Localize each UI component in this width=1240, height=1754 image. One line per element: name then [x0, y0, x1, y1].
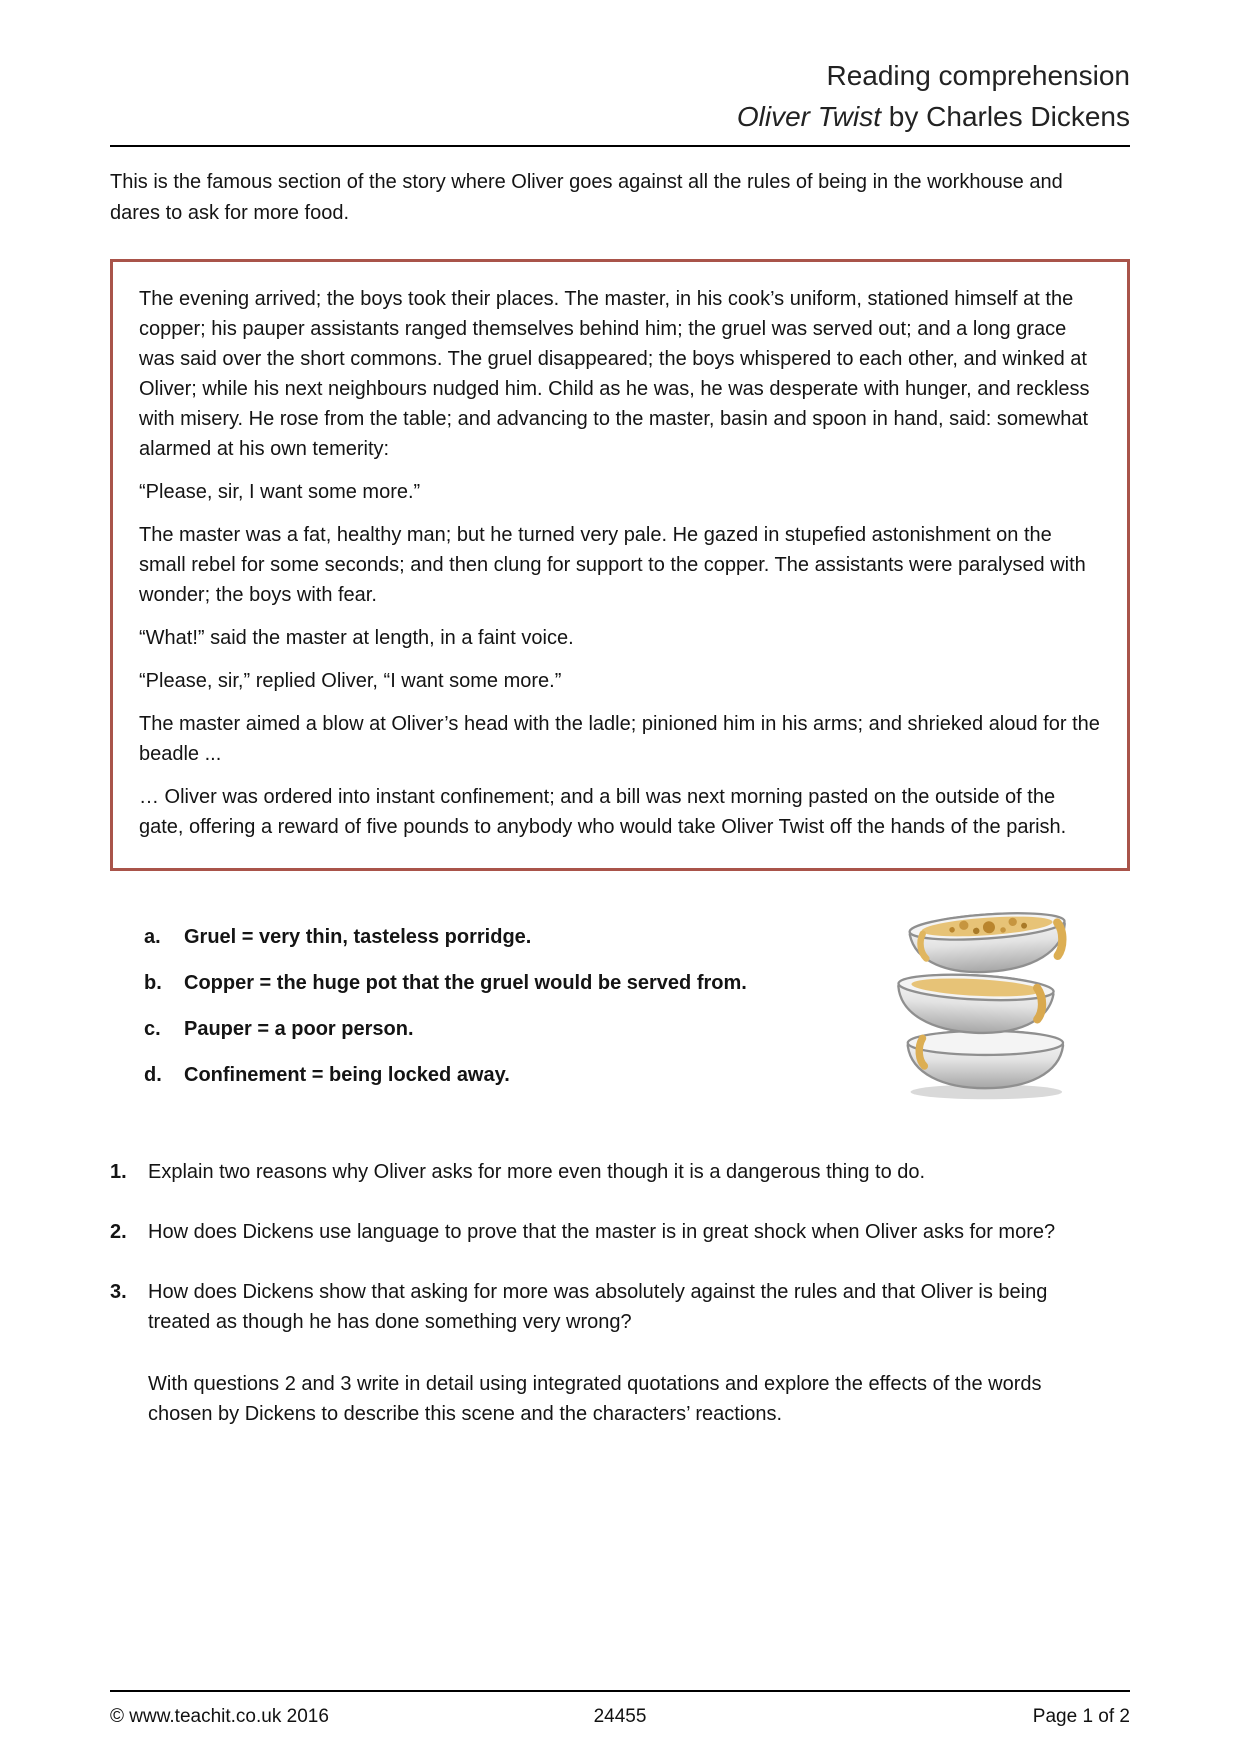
subtitle-author: by Charles Dickens [881, 100, 1130, 132]
glossary-item [144, 1061, 880, 1090]
footer-document-id: 24455 [593, 1706, 647, 1727]
extract-paragraph: The master aimed a blow at Oliver’s head with the ladle; pinioned him in his arms; and shrieked aloud for the beadle ... [139, 713, 1100, 766]
header [110, 56, 1130, 137]
question-number: 3. [110, 1281, 127, 1304]
question-row [110, 1217, 1130, 1247]
glossary-list [110, 913, 880, 1107]
extract-paragraph: “What!” said the master at length, in a faint voice. [139, 627, 574, 650]
glossary-item-label: d. [144, 1064, 162, 1087]
question-number: 1. [110, 1161, 127, 1184]
glossary-item-label: a. [144, 926, 161, 949]
header-divider [110, 145, 1130, 147]
extract-paragraph: “Please, sir, I want some more.” [139, 481, 421, 504]
glossary-item [144, 1015, 880, 1044]
glossary-item-label: c. [144, 1018, 161, 1041]
glossary-item-text: Confinement = being locked away. [184, 1064, 510, 1087]
glossary-section [110, 913, 1130, 1109]
instruction-note: With questions 2 and 3 write in detail using integrated quotations and explore the effects of the words chosen by Dickens to describe this scene and the characters’ reactions. [148, 1373, 1042, 1426]
porridge-bowls-illustration [880, 907, 1088, 1109]
footer-page-number: Page 1 of 2 [1032, 1706, 1130, 1727]
glossary-item [144, 969, 880, 998]
glossary-item-label: b. [144, 972, 162, 995]
question-text: How does Dickens show that asking for more was absolutely against the rules and that Oliver is being treated as though he has done something very wrong? [148, 1281, 1048, 1334]
glossary-item-text: Gruel = very thin, tasteless porridge. [184, 926, 532, 949]
glossary-item-text: Copper = the huge pot that the gruel would be served from. [184, 972, 747, 995]
extract-box [110, 259, 1130, 871]
book-title: Oliver Twist [736, 100, 882, 132]
intro-text: This is the famous section of the story where Oliver goes against all the rules of being in the workhouse and dares to ask for more food. [110, 171, 1063, 225]
extract-paragraph: The master was a fat, healthy man; but he turned very pale. He gazed in stupefied astonishment on the small rebel for some seconds; and then clung for support to the copper. The assistants were paralysed with wonder; the boys with fear. [139, 524, 1086, 607]
extract-paragraph: The evening arrived; the boys took their places. The master, in his cook’s uniform, stationed himself at the copper; his pauper assistants ranged themselves behind him; the gruel was served out; and a long grace was said over the short commons. The gruel disappeared; the boys whispered to each other, and winked at Oliver; while his next neighbours nudged him. Child as he was, he was desperate with hunger, and reckless with misery. He rose from the table; and advancing to the master, basin and spoon in hand, said: somewhat alarmed at his own temerity: [139, 288, 1090, 461]
question-row [110, 1157, 1130, 1187]
question-row [110, 1277, 1130, 1337]
glossary-item [144, 923, 880, 952]
footer-copyright: © www.teachit.co.uk 2016 [110, 1706, 329, 1727]
question-number: 2. [110, 1221, 127, 1244]
page-footer [110, 1690, 1130, 1728]
extract-paragraph: “Please, sir,” replied Oliver, “I want some more.” [139, 670, 562, 693]
page-subtitle [110, 97, 1130, 138]
extract-paragraph: … Oliver was ordered into instant confinement; and a bill was next morning pasted on the outside of the gate, offering a reward of five pounds to anybody who would take Oliver Twist off the hands of the parish. [139, 786, 1067, 839]
questions-section [110, 1157, 1130, 1429]
question-text: How does Dickens use language to prove that the master is in great shock when Oliver asks for more? [148, 1221, 1056, 1244]
glossary-item-text: Pauper = a poor person. [184, 1018, 414, 1041]
page-title: Reading comprehension [826, 60, 1130, 91]
question-text: Explain two reasons why Oliver asks for more even though it is a dangerous thing to do. [148, 1161, 926, 1184]
